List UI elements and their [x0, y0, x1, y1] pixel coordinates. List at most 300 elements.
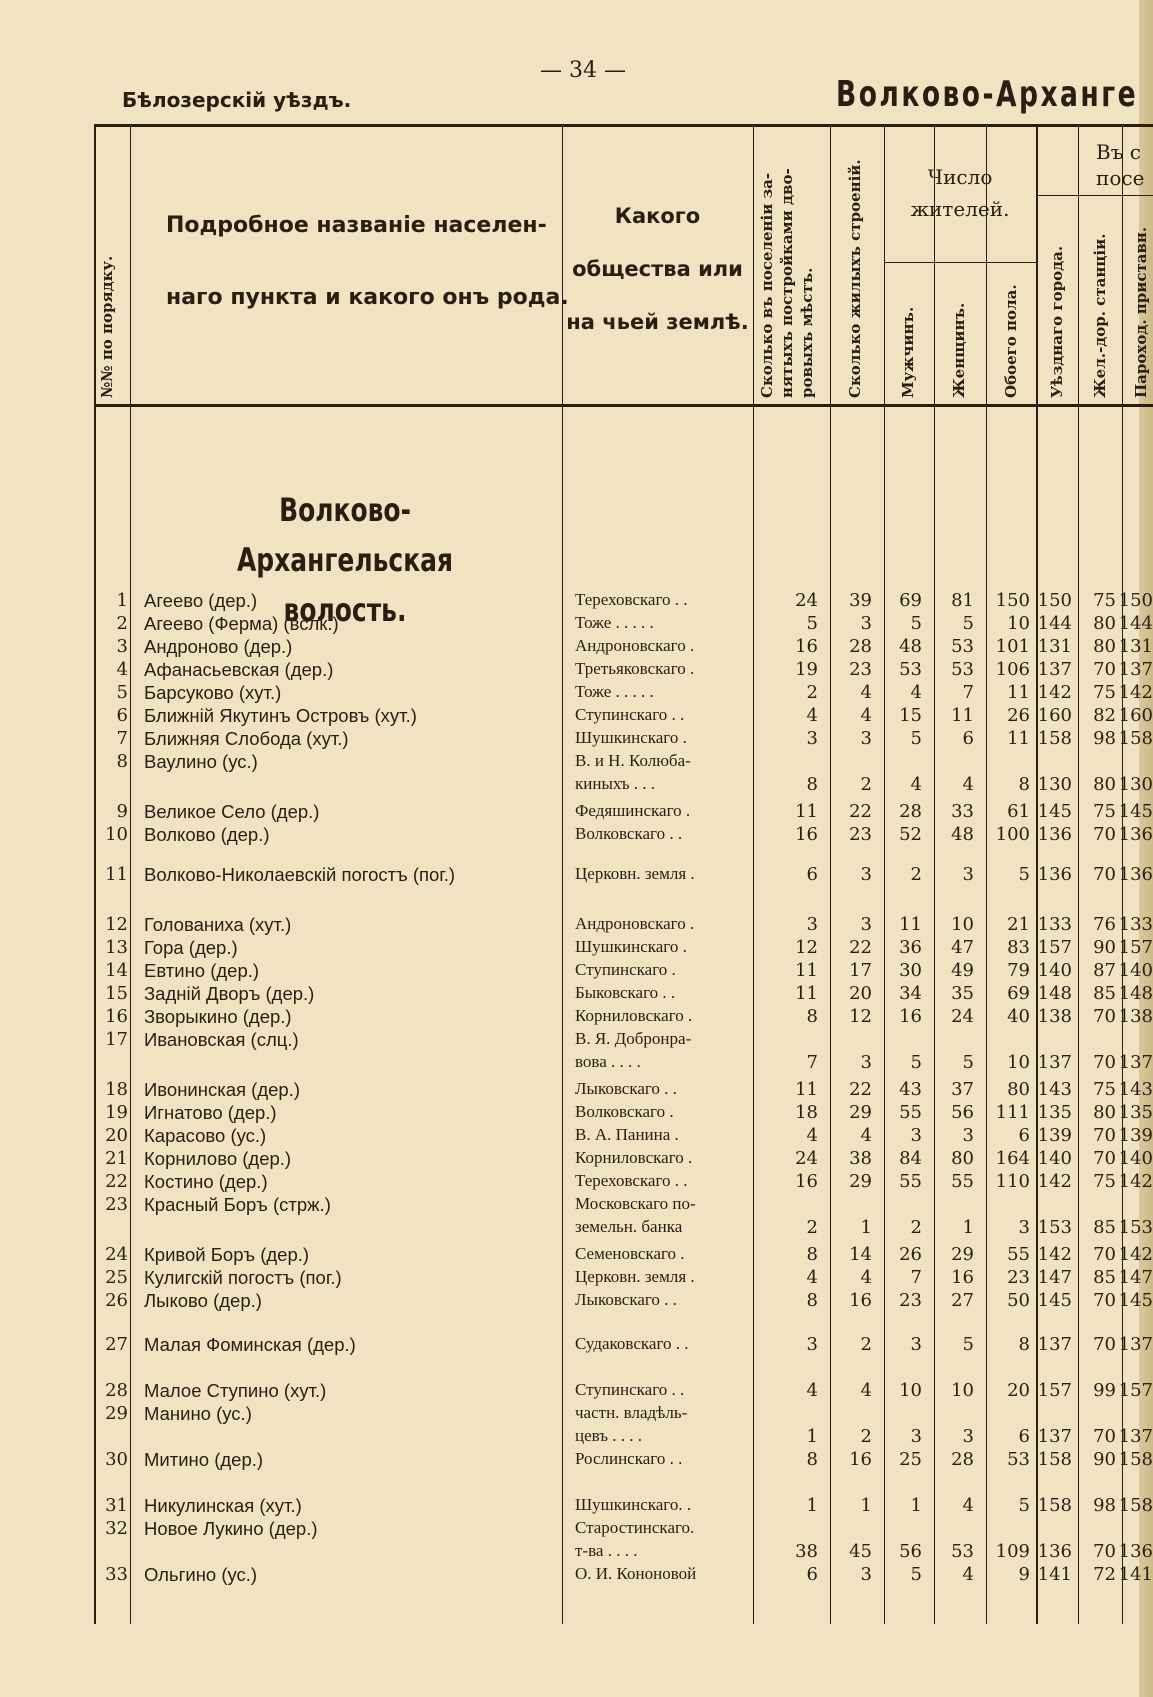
row-value: 29 [951, 1244, 974, 1265]
row-value: 75 [1093, 801, 1116, 822]
row-value: 157 [1037, 937, 1072, 958]
table-row [0, 1029, 1153, 1073]
row-place-name: Малая Фоминская (дер.) [144, 1334, 356, 1355]
row-place-name: Ольгино (ус.) [144, 1564, 258, 1585]
table-row [0, 1564, 1153, 1587]
row-society: Ступинскаго . [575, 960, 676, 979]
row-value: 23 [1007, 1267, 1030, 1288]
row-value: 4 [860, 1125, 872, 1146]
row-society: Лыковскаго . . [575, 1290, 677, 1309]
row-value: 157 [1118, 937, 1153, 958]
row-value: 11 [899, 914, 922, 935]
row-value: 70 [1093, 1290, 1116, 1311]
row-number: 14 [105, 960, 128, 981]
row-value: 137 [1118, 1052, 1153, 1073]
row-value: 140 [1037, 960, 1072, 981]
row-value: 140 [1118, 960, 1153, 981]
row-value: 53 [899, 659, 922, 680]
row-value: 10 [899, 1380, 922, 1401]
row-society: киныхъ . . . [575, 774, 656, 793]
table-row [0, 705, 1153, 728]
row-value: 2 [806, 1217, 818, 1238]
col-header-name-2: наго пункта и какого онъ рода. [166, 285, 569, 310]
row-number: 11 [105, 864, 128, 885]
col-header-pop-1: Число [927, 165, 993, 189]
row-value: 10 [1007, 1052, 1030, 1073]
row-place-name: Ивановская (слц.) [144, 1029, 299, 1050]
table-row [0, 824, 1153, 847]
row-value: 53 [1007, 1449, 1030, 1470]
row-value: 5 [962, 1334, 974, 1355]
row-value: 130 [1037, 774, 1072, 795]
row-society: В. и Н. Колюба- [575, 751, 691, 770]
row-value: 153 [1118, 1217, 1153, 1238]
row-value: 5 [806, 613, 818, 634]
row-society: Корниловскаго . [575, 1006, 693, 1025]
table-row [0, 1194, 1153, 1238]
row-value: 131 [1037, 636, 1072, 657]
row-value: 55 [899, 1171, 922, 1192]
row-value: 84 [899, 1148, 922, 1169]
row-value: 1 [806, 1495, 818, 1516]
row-number: 29 [105, 1403, 128, 1424]
row-value: 4 [860, 682, 872, 703]
row-value: 43 [899, 1079, 922, 1100]
row-value: 5 [1018, 1495, 1030, 1516]
row-value: 85 [1093, 1217, 1116, 1238]
row-value: 2 [910, 1217, 922, 1238]
row-value: 8 [806, 1449, 818, 1470]
row-number: 20 [105, 1125, 128, 1146]
col-header-rail: Жел.-дор. станціи. [1091, 233, 1109, 398]
row-value: 100 [995, 824, 1030, 845]
row-value: 38 [849, 1148, 872, 1169]
row-value: 23 [899, 1290, 922, 1311]
table-row [0, 1403, 1153, 1447]
row-value: 5 [910, 728, 922, 749]
row-value: 158 [1037, 1495, 1072, 1516]
row-value: 157 [1118, 1380, 1153, 1401]
table-row [0, 751, 1153, 795]
row-value: 16 [795, 824, 818, 845]
row-value: 131 [1118, 636, 1153, 657]
row-value: 12 [795, 937, 818, 958]
row-value: 139 [1118, 1125, 1153, 1146]
table-row [0, 1244, 1153, 1267]
row-value: 79 [1007, 960, 1030, 981]
table-row [0, 983, 1153, 1006]
row-number: 25 [105, 1267, 128, 1288]
row-value: 61 [1007, 801, 1030, 822]
row-place-name: Агеево (Ферма) (вслк.) [144, 613, 339, 634]
row-value: 49 [951, 960, 974, 981]
row-number: 16 [105, 1006, 128, 1027]
col-header-houses: Сколько жилыхъ строеній. [846, 159, 864, 398]
row-value: 25 [899, 1449, 922, 1470]
col-header-num: №№ по порядку. [98, 255, 116, 398]
row-place-name: Игнатово (дер.) [144, 1102, 277, 1123]
row-value: 53 [951, 1541, 974, 1562]
row-value: 4 [806, 1125, 818, 1146]
row-value: 138 [1118, 1006, 1153, 1027]
row-value: 28 [849, 636, 872, 657]
row-society: О. И. Кононовой [575, 1564, 697, 1583]
row-society: Быковскаго . . [575, 983, 676, 1002]
row-society: Шушкинскаго . [575, 728, 687, 747]
row-value: 18 [795, 1102, 818, 1123]
row-value: 53 [951, 659, 974, 680]
row-value: 11 [795, 983, 818, 1004]
row-value: 6 [806, 1564, 818, 1585]
col-header-dist-2: посе [1096, 166, 1145, 190]
row-value: 16 [849, 1290, 872, 1311]
row-value: 7 [910, 1267, 922, 1288]
row-value: 137 [1118, 659, 1153, 680]
row-value: 2 [910, 864, 922, 885]
row-value: 40 [1007, 1006, 1030, 1027]
row-number: 1 [116, 590, 128, 611]
row-place-name: Агеево (дер.) [144, 590, 258, 611]
row-place-name: Волково-Николаевскій погостъ (пог.) [144, 864, 456, 885]
table-row [0, 864, 1153, 887]
row-value: 137 [1037, 1426, 1072, 1447]
row-value: 24 [951, 1006, 974, 1027]
row-number: 24 [105, 1244, 128, 1265]
row-value: 147 [1037, 1267, 1072, 1288]
row-value: 158 [1118, 1495, 1153, 1516]
row-value: 5 [910, 1052, 922, 1073]
pop-subrule [884, 262, 1036, 263]
row-place-name: Кулигскій погостъ (пог.) [144, 1267, 342, 1288]
table-head-rule [94, 404, 1153, 407]
row-value: 37 [951, 1079, 974, 1100]
row-society: Тоже . . . . . [575, 613, 654, 632]
row-society: Шушкинскаго. . [575, 1495, 692, 1514]
row-value: 136 [1037, 824, 1072, 845]
row-number: 21 [105, 1148, 128, 1169]
table-row [0, 1125, 1153, 1148]
row-value: 8 [806, 1290, 818, 1311]
row-value: 17 [849, 960, 872, 981]
row-value: 3 [860, 1052, 872, 1073]
row-value: 158 [1037, 1449, 1072, 1470]
row-value: 5 [910, 613, 922, 634]
row-value: 136 [1118, 824, 1153, 845]
row-value: 4 [860, 705, 872, 726]
row-value: 48 [951, 824, 974, 845]
row-value: 142 [1118, 682, 1153, 703]
row-value: 139 [1037, 1125, 1072, 1146]
row-number: 5 [116, 682, 128, 703]
row-value: 90 [1093, 1449, 1116, 1470]
row-value: 4 [962, 774, 974, 795]
row-value: 150 [1037, 590, 1072, 611]
row-value: 4 [860, 1267, 872, 1288]
row-value: 99 [1093, 1380, 1116, 1401]
col-header-soc-2: общества или [572, 257, 743, 281]
row-value: 14 [849, 1244, 872, 1265]
row-value: 80 [1093, 613, 1116, 634]
row-value: 85 [1093, 983, 1116, 1004]
row-value: 16 [795, 1171, 818, 1192]
row-value: 24 [795, 1148, 818, 1169]
row-value: 157 [1037, 1380, 1072, 1401]
row-number: 28 [105, 1380, 128, 1401]
row-value: 137 [1118, 1334, 1153, 1355]
table-row [0, 937, 1153, 960]
row-value: 80 [1093, 636, 1116, 657]
row-value: 33 [951, 801, 974, 822]
row-value: 141 [1037, 1564, 1072, 1585]
row-place-name: Барсуково (хут.) [144, 682, 282, 703]
row-value: 7 [806, 1052, 818, 1073]
row-place-name: Никулинская (хут.) [144, 1495, 302, 1516]
table-row [0, 1148, 1153, 1171]
col-header-male: Мужчинъ. [899, 306, 917, 398]
row-value: 143 [1037, 1079, 1072, 1100]
row-number: 9 [116, 801, 128, 822]
row-value: 106 [995, 659, 1030, 680]
row-value: 3 [860, 728, 872, 749]
row-number: 31 [105, 1495, 128, 1516]
table-row [0, 1267, 1153, 1290]
row-value: 70 [1093, 659, 1116, 680]
row-value: 150 [1118, 590, 1153, 611]
row-value: 83 [1007, 937, 1030, 958]
col-header-ship: Пароход. приставн. [1132, 226, 1150, 398]
row-society: Волковскаго . [575, 1102, 674, 1121]
row-place-name: Задній Дворъ (дер.) [144, 983, 315, 1004]
row-value: 26 [899, 1244, 922, 1265]
row-value: 8 [806, 774, 818, 795]
row-place-name: Красный Боръ (стрж.) [144, 1194, 331, 1215]
row-society: Корниловскаго . [575, 1148, 693, 1167]
table-row [0, 1380, 1153, 1403]
row-value: 98 [1093, 1495, 1116, 1516]
row-value: 145 [1118, 801, 1153, 822]
row-value: 158 [1118, 728, 1153, 749]
row-value: 136 [1037, 1541, 1072, 1562]
table-row [0, 728, 1153, 751]
row-value: 7 [962, 682, 974, 703]
row-value: 5 [910, 1564, 922, 1585]
row-value: 160 [1118, 705, 1153, 726]
table-row [0, 1079, 1153, 1102]
row-value: 144 [1118, 613, 1153, 634]
row-value: 85 [1093, 1267, 1116, 1288]
row-society: Семеновскаго . [575, 1244, 685, 1263]
row-value: 101 [995, 636, 1030, 657]
row-value: 3 [962, 1125, 974, 1146]
row-value: 3 [860, 864, 872, 885]
col-header-dist-1: Въ с [1096, 140, 1141, 164]
row-value: 6 [1018, 1426, 1030, 1447]
row-society: Московскаго по- [575, 1194, 696, 1213]
row-society: Волковскаго . . [575, 824, 683, 843]
row-value: 2 [806, 682, 818, 703]
row-value: 56 [951, 1102, 974, 1123]
row-value: 55 [951, 1171, 974, 1192]
row-value: 111 [995, 1102, 1030, 1123]
row-value: 22 [849, 1079, 872, 1100]
row-value: 29 [849, 1171, 872, 1192]
row-value: 135 [1037, 1102, 1072, 1123]
row-value: 4 [806, 1380, 818, 1401]
table-row [0, 1006, 1153, 1029]
row-value: 9 [1018, 1564, 1030, 1585]
row-number: 30 [105, 1449, 128, 1470]
row-value: 23 [849, 659, 872, 680]
row-value: 70 [1093, 1148, 1116, 1169]
row-value: 4 [962, 1495, 974, 1516]
row-society: В. А. Панина . [575, 1125, 679, 1144]
row-value: 148 [1118, 983, 1153, 1004]
row-number: 32 [105, 1518, 128, 1539]
row-value: 142 [1037, 682, 1072, 703]
row-place-name: Голованиха (хут.) [144, 914, 292, 935]
row-value: 69 [899, 590, 922, 611]
row-place-name: Корнилово (дер.) [144, 1148, 292, 1169]
row-value: 158 [1118, 1449, 1153, 1470]
row-value: 23 [849, 824, 872, 845]
row-society: Ступинскаго . . [575, 1380, 685, 1399]
row-value: 145 [1118, 1290, 1153, 1311]
dist-subrule [1036, 195, 1153, 196]
row-value: 16 [795, 636, 818, 657]
row-value: 5 [962, 613, 974, 634]
table-row [0, 1495, 1153, 1518]
row-value: 11 [795, 1079, 818, 1100]
row-value: 4 [910, 774, 922, 795]
row-number: 26 [105, 1290, 128, 1311]
row-value: 20 [849, 983, 872, 1004]
row-value: 75 [1093, 590, 1116, 611]
row-value: 137 [1037, 1052, 1072, 1073]
row-society: Шушкинскаго . [575, 937, 687, 956]
row-place-name: Ближній Якутинъ Островъ (хут.) [144, 705, 417, 726]
row-value: 76 [1093, 914, 1116, 935]
row-place-name: Волково (дер.) [144, 824, 270, 845]
row-value: 142 [1118, 1171, 1153, 1192]
row-place-name: Новое Лукино (дер.) [144, 1518, 318, 1539]
row-value: 39 [849, 590, 872, 611]
row-value: 137 [1037, 659, 1072, 680]
table-row [0, 682, 1153, 705]
row-number: 13 [105, 937, 128, 958]
row-value: 16 [899, 1006, 922, 1027]
col-header-both: Обоего пола. [1002, 284, 1020, 398]
row-value: 98 [1093, 728, 1116, 749]
row-number: 15 [105, 983, 128, 1004]
section-title-line1: Волково-Архангельская [236, 491, 454, 579]
row-society: Тереховскаго . . [575, 590, 688, 609]
row-value: 75 [1093, 1171, 1116, 1192]
table-row [0, 613, 1153, 636]
row-value: 4 [806, 705, 818, 726]
row-value: 148 [1037, 983, 1072, 1004]
row-society: земельн. банка [575, 1217, 683, 1236]
row-value: 135 [1118, 1102, 1153, 1123]
table-row [0, 801, 1153, 824]
col-header-soc-3: на чьей землѣ. [566, 310, 749, 334]
col-header-town: Уѣзднаго города. [1048, 245, 1066, 398]
page-number: — 34 — [540, 58, 626, 83]
row-value: 80 [951, 1148, 974, 1169]
row-society: Андроновскаго . [575, 636, 695, 655]
row-number: 33 [105, 1564, 128, 1585]
row-value: 28 [899, 801, 922, 822]
col-header-yards-2: нятыхъ постройками дво- [778, 168, 796, 398]
row-society: Тереховскаго . . [575, 1171, 688, 1190]
row-society: цевъ . . . . [575, 1426, 643, 1445]
row-value: 3 [860, 1564, 872, 1585]
row-value: 3 [806, 914, 818, 935]
row-value: 2 [860, 774, 872, 795]
row-value: 90 [1093, 937, 1116, 958]
col-header-female: Женщинъ. [950, 302, 968, 398]
row-value: 150 [995, 590, 1030, 611]
row-value: 16 [849, 1449, 872, 1470]
row-number: 19 [105, 1102, 128, 1123]
row-society: Третьяковскаго . [575, 659, 695, 678]
row-value: 137 [1118, 1426, 1153, 1447]
row-place-name: Лыково (дер.) [144, 1290, 262, 1311]
row-value: 35 [951, 983, 974, 1004]
row-value: 70 [1093, 1334, 1116, 1355]
row-value: 3 [962, 1426, 974, 1447]
row-value: 50 [1007, 1290, 1030, 1311]
table-row [0, 1290, 1153, 1313]
col-header-pop-2: жителей. [910, 197, 1010, 221]
row-value: 82 [1093, 705, 1116, 726]
row-number: 17 [105, 1029, 128, 1050]
row-value: 34 [899, 983, 922, 1004]
row-value: 21 [1007, 914, 1030, 935]
row-value: 70 [1093, 1426, 1116, 1447]
row-value: 28 [951, 1449, 974, 1470]
row-value: 72 [1093, 1564, 1116, 1585]
row-number: 7 [116, 728, 128, 749]
row-value: 52 [899, 824, 922, 845]
table-row [0, 590, 1153, 613]
table-row [0, 659, 1153, 682]
row-value: 11 [1007, 728, 1030, 749]
row-place-name: Андроново (дер.) [144, 636, 293, 657]
row-value: 3 [860, 914, 872, 935]
row-value: 55 [899, 1102, 922, 1123]
row-value: 22 [849, 937, 872, 958]
row-number: 2 [116, 613, 128, 634]
row-value: 29 [849, 1102, 872, 1123]
row-value: 69 [1007, 983, 1030, 1004]
row-value: 5 [1018, 864, 1030, 885]
row-value: 81 [951, 590, 974, 611]
table-row [0, 914, 1153, 937]
row-value: 147 [1118, 1267, 1153, 1288]
row-society: Ступинскаго . . [575, 705, 685, 724]
row-society: Судаковскаго . . [575, 1334, 689, 1353]
row-value: 11 [795, 960, 818, 981]
row-society: Старостинскаго. [575, 1518, 695, 1537]
row-value: 1 [962, 1217, 974, 1238]
row-number: 22 [105, 1171, 128, 1192]
row-value: 36 [899, 937, 922, 958]
row-value: 80 [1093, 1102, 1116, 1123]
row-value: 24 [795, 590, 818, 611]
row-place-name: Гора (дер.) [144, 937, 238, 958]
row-place-name: Кривой Боръ (дер.) [144, 1244, 310, 1265]
row-value: 142 [1037, 1244, 1072, 1265]
